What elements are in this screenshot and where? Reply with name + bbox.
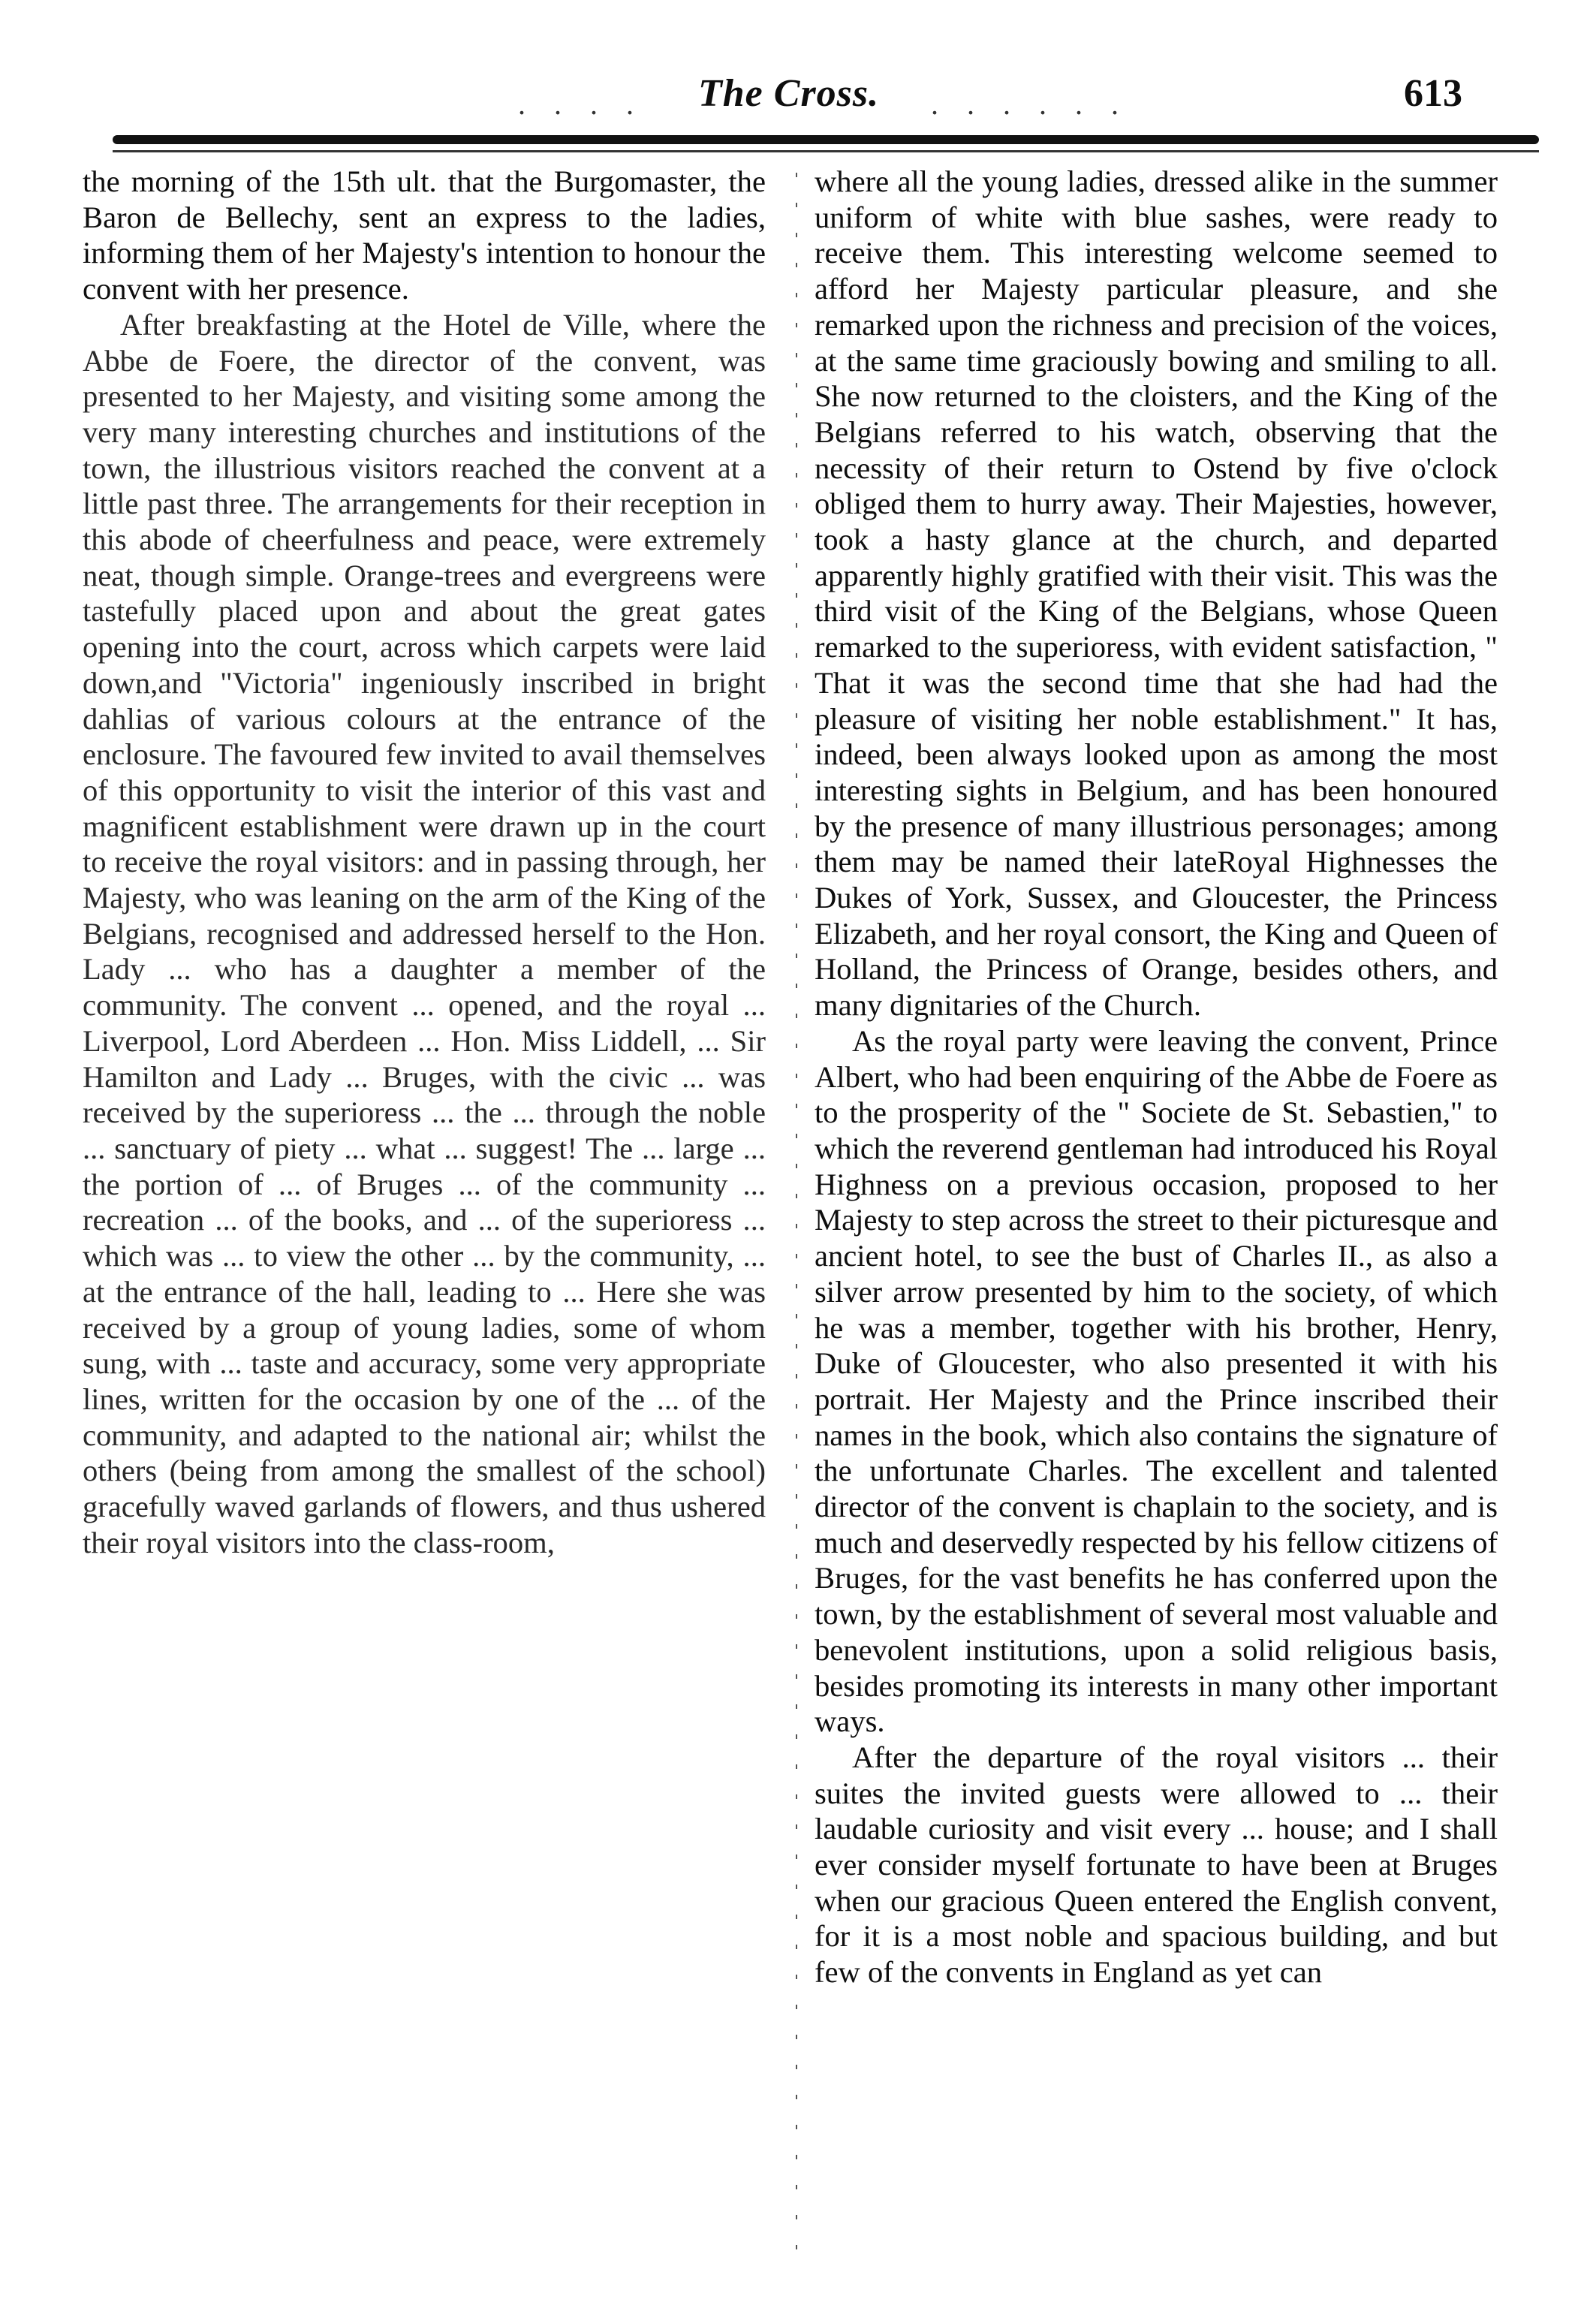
column-divider <box>796 173 797 2275</box>
left-paragraph-1: the morning of the 15th ult. that the Burgomaster, the Baron de Bellechy, sent an express to the ladies, informing them of her Majesty's intention to honour the convent with her presence. <box>83 164 766 306</box>
left-column <box>83 164 766 2288</box>
running-title: The Cross. <box>698 72 880 115</box>
right-paragraph-1: where all the young ladies, dressed alike in the summer uniform of white with blue sashes, were ready to receive them. This interesting welcome seemed to afford her Majesty particular pleasure, and she remarked upon the richness and precision of the voices, at the same time graciously bowing and smiling to all. She now returned to the cloisters, and the King of the Belgians referred to his watch, observing that the necessity of their return to Ostend by five o'clock obliged them to hurry away. Their Majesties, however, took a hasty glance at the church, and departed apparently highly gratified with their visit. This was the third visit of the King of the Belgians, whose Queen remarked to the superioress, with evident satisfaction, " That it was the second time that she had had the pleasure of visiting her noble establishment." It has, indeed, been always looked upon as among the most interesting sights in Belgium, and has been honoured by the presence of many illustrious personages; among them may be named their lateRoyal Highnesses the Dukes of York, Sussex, and Gloucester, the Princess Elizabeth, and her royal consort, the King and Queen of Holland, the Princess of Orange, besides others, and many dignitaries of the Church. <box>815 164 1498 1023</box>
page-number: 613 <box>1404 72 1462 115</box>
right-column <box>815 164 1498 2288</box>
header-rule-thin <box>113 150 1539 152</box>
page-header <box>0 30 1596 143</box>
header-rule <box>113 135 1539 144</box>
header-dots-left: . . . . <box>518 87 644 121</box>
right-paragraph-2: As the royal party were leaving the convent, Prince Albert, who had been enquiring of the Abbe de Foere as to the prosperity of the " Societe de St. Sebastien," to which the reverend gentleman had introduced his Royal Highness on a previous occasion, proposed to her Majesty to step across the street to their picturesque and ancient hotel, to see the bust of Charles II., as also a silver arrow presented by him to the society, of which he was a member, together with his brother, Henry, Duke of Gloucester, who also presented it with his portrait. Her Majesty and the Prince inscribed their names in the book, which also contains the signature of the unfortunate Charles. The excellent and talented director of the convent is chaplain to the society, and is much and deservedly respected by his fellow citizens of Bruges, for the vast benefits he has conferred upon the town, by the establishment of several most valuable and benevolent institutions, upon a solid religious basis, besides promoting its interests in many other important ways. <box>815 1023 1498 1739</box>
header-dots-right: . . . . . . <box>931 87 1129 121</box>
left-paragraph-2: After breakfasting at the Hotel de Ville, where the Abbe de Foere, the director of the convent, was presented to her Majesty, and visiting some among the very many interesting churches and institutions of the town, the illustrious visitors reached the convent at a little past three. The arrangements for their reception in this abode of cheerfulness and peace, were extremely neat, though simple. Orange-trees and evergreens were tastefully placed upon and about the great gates opening into the court, across which carpets were laid down,and "Victoria" ingeniously inscribed in bright dahlias of various colours at the entrance of the enclosure. The favoured few invited to avail themselves of this opportunity to visit the interior of this vast and magnificent establishment were drawn up in the court to receive the royal visitors: and in passing through, her Majesty, who was leaning on the arm of the King of the Belgians, recognised and addressed herself to the Hon. Lady ... who has a daughter a member of the community. The convent ... opened, and the royal ... Liverpool, Lord Aberdeen ... Hon. Miss Liddell, ... Sir Hamilton and Lady ... Bruges, with the civic ... was received by the superioress ... the ... through the noble ... sanctuary of piety ... what ... suggest! The ... large ... the portion of ... of Bruges ... of the community ... recreation ... of the books, and ... of the superioress ... which was ... to view the other ... by the community, ... at the entrance of the hall, leading to ... Here she was received by a group of young ladies, some of whom sung, with ... taste and accuracy, some very appropriate lines, written for the occasion by one of the ... of the community, and adapted to the national air; whilst the others (being from among the smallest of the school) gracefully waved garlands of flowers, and thus ushered their royal visitors into the class-room, <box>83 307 766 1559</box>
right-paragraph-3: After the departure of the royal visitors ... their suites the invited guests were allowed to ... their laudable curiosity and visit every ... house; and I shall ever consider myself fortunate to have been at Bruges when our gracious Queen entered the English convent, for it is a most noble and spacious building, and but few of the convents in England as yet can <box>815 1740 1498 1990</box>
